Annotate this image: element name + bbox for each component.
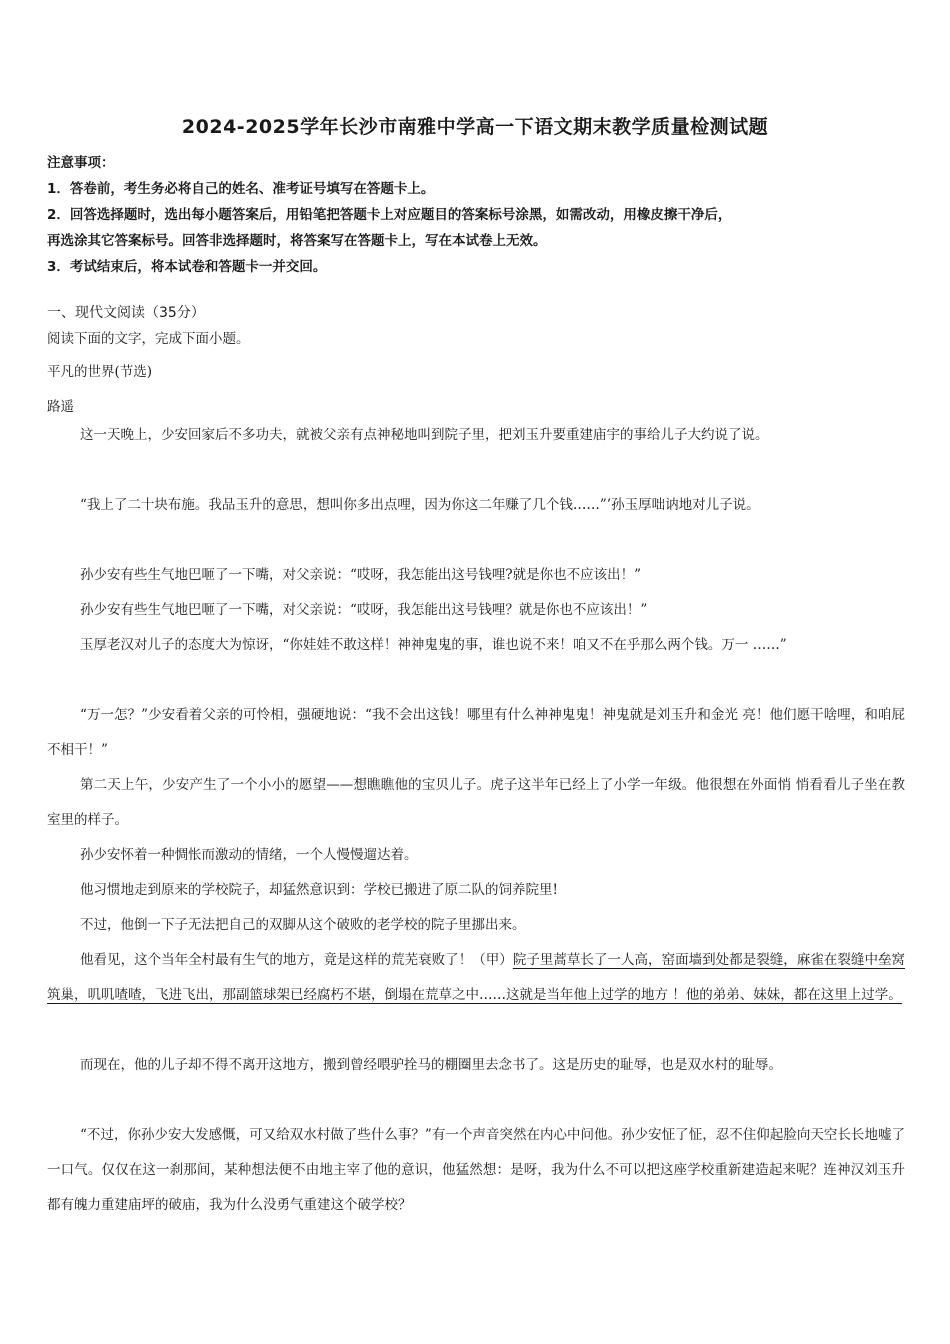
paragraph-13: “不过，你孙少安大发感慨，可又给双水村做了些什么事？”有一个声音突然在内心中问他。孙少安怔了怔，忍不住仰起脸向天空长长地嘘了一口气。仅仅在这一刹那间，某种想法便不由地主宰了他的意识，他猛然想：是呀，我为什么不可以把这座学校重新建造起来呢？连神汉刘玉升都有魄力重建庙坪的破庙，我为什么没勇气重建这个破学校？	[47, 1127, 905, 1213]
notice-item-3: 3．考试结束后，将本试卷和答题卡一并交回。	[47, 259, 327, 275]
paragraph-11	[47, 943, 905, 1013]
notice-item-1: 1．答卷前，考生务必将自己的姓名、准考证号填写在答题卡上。	[47, 181, 435, 197]
section-heading: 一、现代文阅读（35分）	[47, 305, 205, 321]
paragraph-2: “我上了二十块布施。我品玉升的意思，想叫你多出点哩，因为你这二年赚了几个钱……”’孙玉厚咄讷地对儿子说。	[80, 497, 760, 513]
paragraph-9: 他习惯地走到原来的学校院子，却猛然意识到：学校已搬进了原二队的饲养院里!	[80, 882, 558, 898]
paragraph-6: “万一怎？”少安看着父亲的可怜相，强硬地说：“我不会出这钱！哪里有什么神神鬼鬼！神鬼就是刘玉升和金光 亮！他们愿干啥哩，和咱屁不相干！”	[47, 707, 905, 758]
exam-title: 2024-2025学年长沙市南雅中学高一下语文期末教学质量检测试题	[181, 116, 769, 138]
paragraph-7: 第二天上午，少安产生了一个小小的愿望——想瞧瞧他的宝贝儿子。虎子这半年已经上了小学一年级。他很想在外面悄 悄看看儿子坐在教室里的样子。	[47, 777, 905, 828]
paragraph-4: 孙少安有些生气地巴咂了一下嘴，对父亲说：“哎呀，我怎能出这号钱哩？就是你也不应该出！”	[80, 602, 648, 618]
paragraph-5: 玉厚老汉对儿子的态度大为惊讶，“你娃娃不敢这样！神神鬼鬼的事，谁也说不来！咱又不在乎那么两个钱。万一 ……”	[80, 637, 787, 653]
paragraph-3: 孙少安有些生气地巴咂了一下嘴，对父亲说：“哎呀，我怎能出这号钱哩?就是你也不应该出！”	[80, 567, 642, 583]
notice-item-2a: 2．回答选择题时，选出每小题答案后，用铅笔把答题卡上对应题目的答案标号涂黑，如需改动，用橡皮擦干净后，	[47, 207, 732, 223]
notice-item-2b: 再选涂其它答案标号。回答非选择题时，将答案写在答题卡上，写在本试卷上无效。	[47, 233, 547, 249]
notice-heading: 注意事项：	[47, 155, 115, 171]
notice-block	[47, 150, 907, 280]
paragraph-11-intro: 他看见，这个当年全村最有生气的地方，竟是这样的荒芜衰败了！（甲）	[80, 952, 513, 968]
paragraph-8: 孙少安怀着一种惆怅而激动的情绪，一个人慢慢遛达着。	[80, 847, 418, 863]
paragraph-1: 这一天晚上，少安回家后不多功夫，就被父亲有点神秘地叫到院子里，把刘玉升要重建庙宇的事给儿子大约说了说。	[80, 427, 769, 443]
underlined-passage-jia: 院子里蒿草长了一人高，窑面墙到处都是裂缝，麻雀在裂缝中垒窝筑巢，叽叽喳喳，飞进飞出，那副篮球架已经腐朽不堪，倒塌在荒草之中……这就是当年他上过学的地方 ！他的弟弟、妹妹，都在这里上过学。	[47, 952, 906, 1003]
work-title: 平凡的世界(节选)	[47, 364, 153, 380]
paragraph-10: 不过，他倒一下子无法把自己的双脚从这个破败的老学校的院子里挪出来。	[80, 917, 526, 933]
paragraph-12: 而现在，他的儿子却不得不离开这地方，搬到曾经喂驴拴马的棚圈里去念书了。这是历史的耻辱，也是双水村的耻辱。	[80, 1057, 782, 1073]
reading-instruction: 阅读下面的文字，完成下面小题。	[47, 331, 250, 347]
author-name: 路遥	[47, 399, 74, 415]
